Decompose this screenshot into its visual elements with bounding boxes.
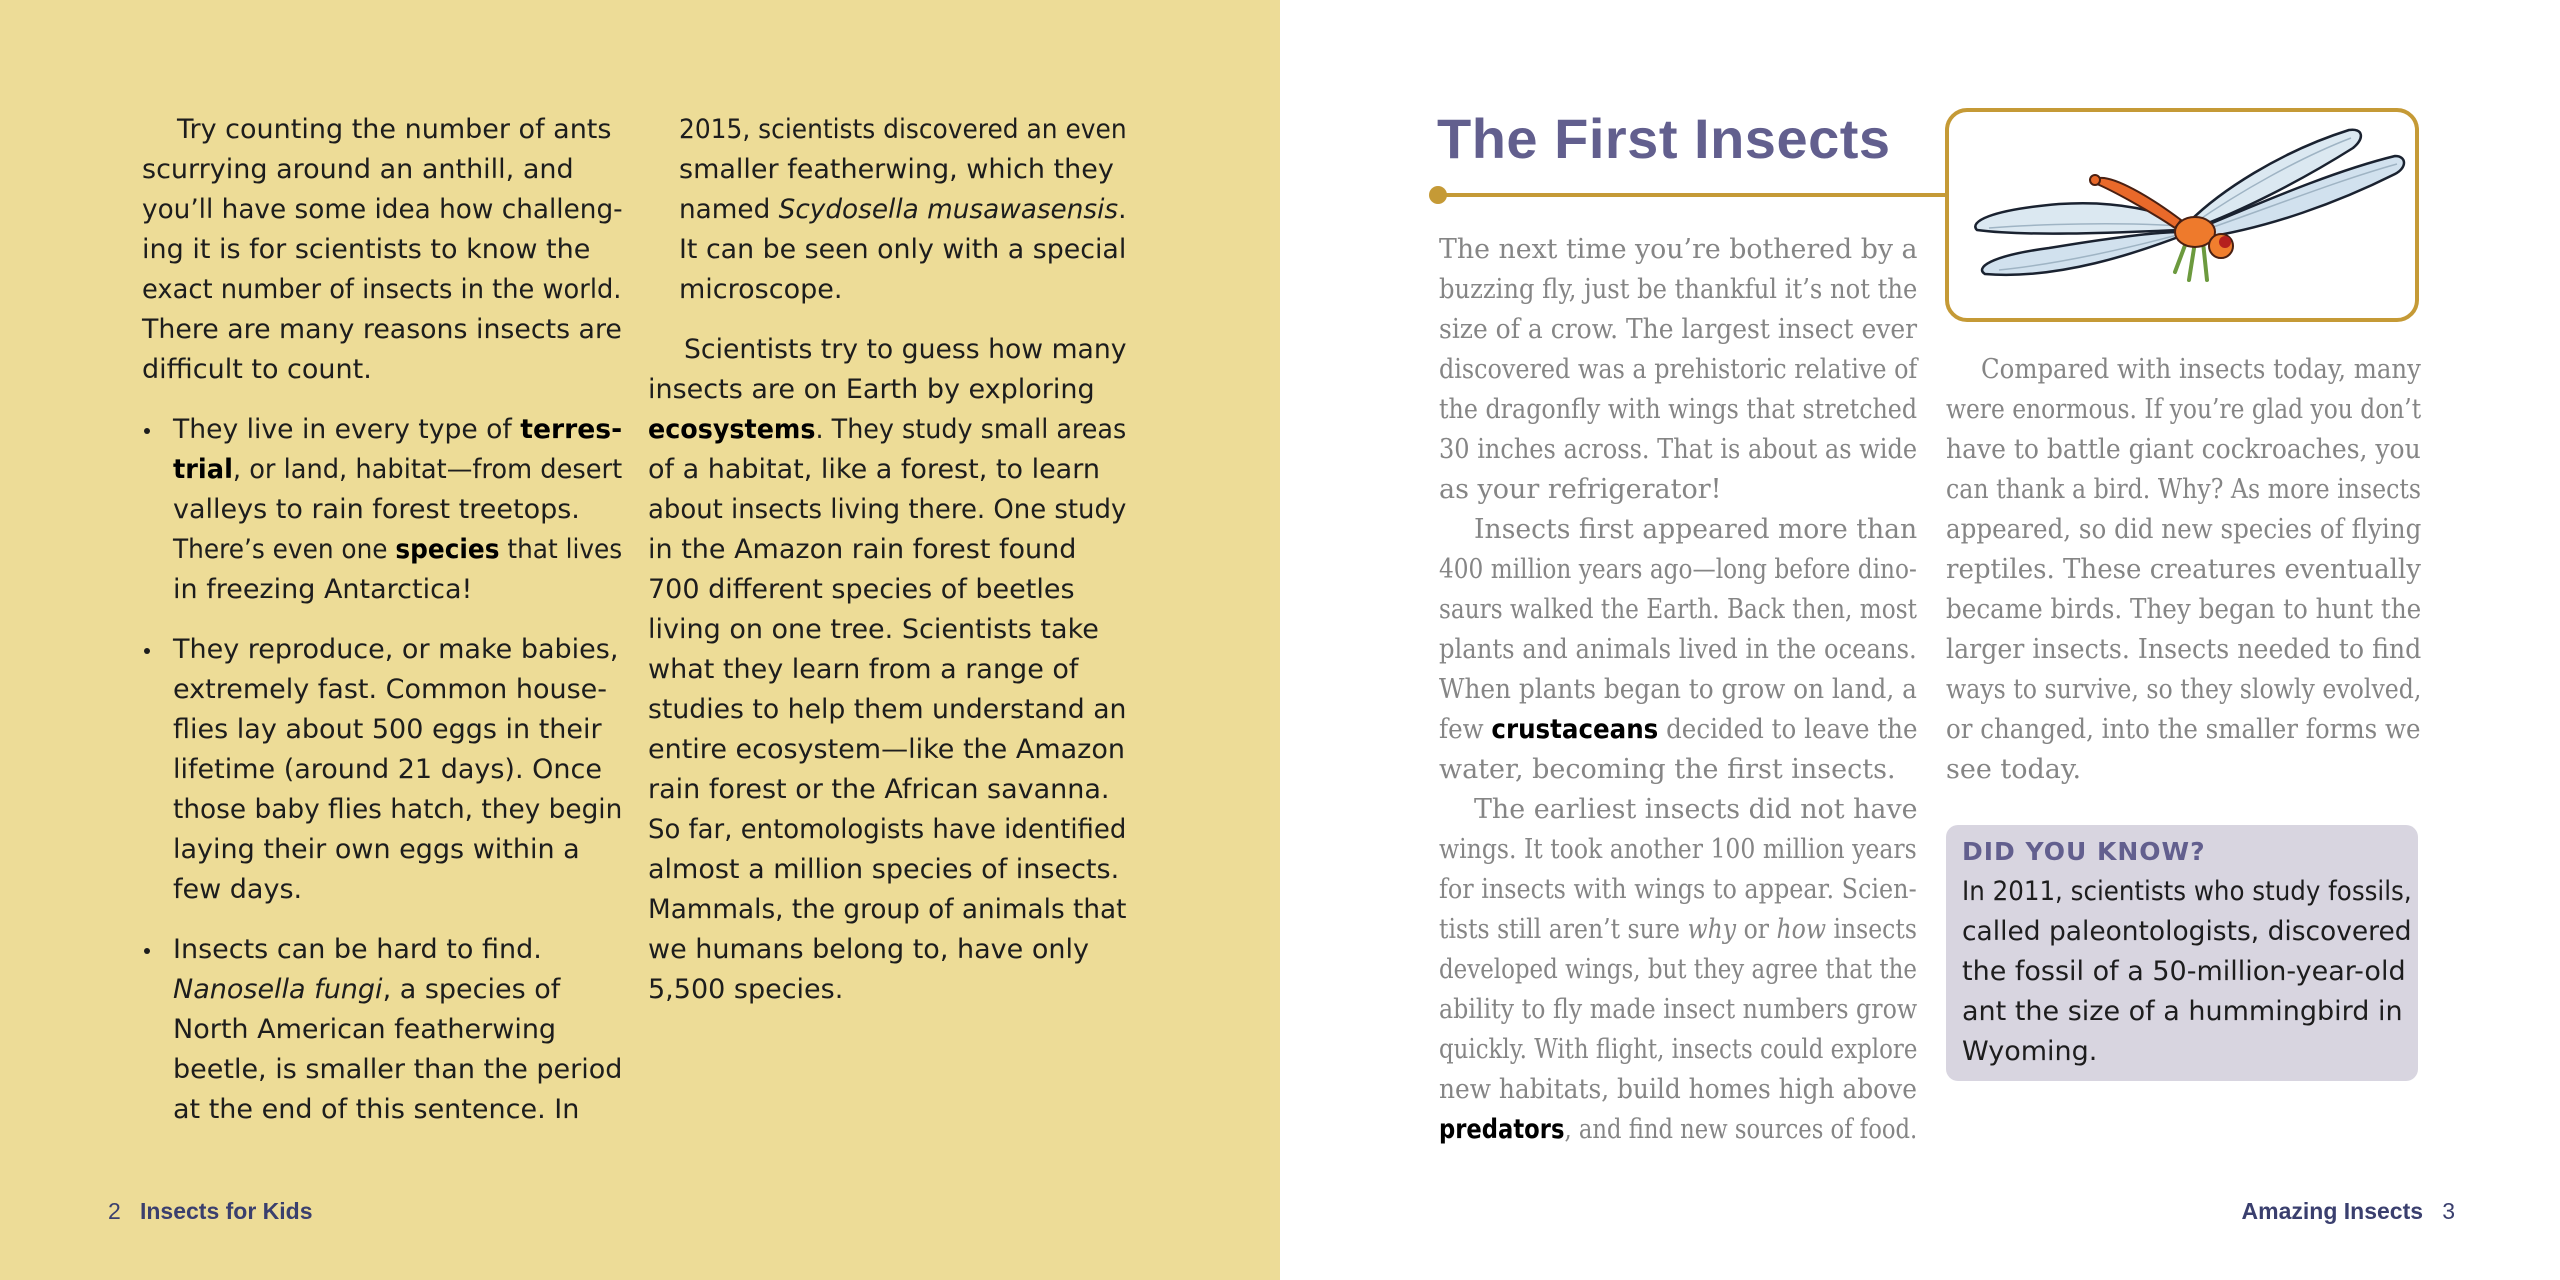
body-line: discovered was a prehistoric relative of — [1439, 354, 1918, 385]
body-line: developed wings, but they agree that the — [1439, 954, 1917, 985]
callout-line: ant the size of a hummingbird in — [1962, 996, 2403, 1027]
body-line: in the Amazon rain forest found — [648, 534, 1077, 565]
bullet-3-line: beetle, is smaller than the period — [173, 1054, 623, 1085]
left-page-footer — [108, 1196, 313, 1226]
body-line: Scientists try to guess how many — [684, 334, 1127, 365]
body-line: tists still aren’t sure why or how insects — [1439, 914, 1917, 945]
page-title: The First Insects — [1437, 107, 1891, 170]
body-line: see today. — [1946, 754, 2082, 785]
intro-line: scurrying around an anthill, and — [142, 154, 574, 185]
body-line: as your refrigerator! — [1439, 474, 1722, 505]
bullet-dot — [144, 428, 150, 434]
bullet-3-line: at the end of this sentence. In — [173, 1094, 580, 1125]
body-line: rain forest or the African savanna. — [648, 774, 1110, 805]
body-line: It can be seen only with a special — [679, 234, 1127, 265]
bullet-2-line: those baby flies hatch, they begin — [173, 794, 623, 825]
bullet-2-line: They reproduce, or make babies, — [173, 634, 619, 665]
body-line: saurs walked the Earth. Back then, most — [1439, 594, 1917, 625]
bullet-1-line: trial, or land, habitat—from desert — [173, 454, 623, 485]
bullet-dot — [144, 948, 150, 954]
bullet-2-line: flies lay about 500 eggs in their — [173, 714, 602, 745]
glossary-term-ecosystems: ecosystems — [648, 414, 816, 445]
bullet-dot — [144, 648, 150, 654]
callout-line: the fossil of a 50-million-year-old — [1962, 956, 2406, 987]
bullet-2-line: laying their own eggs within a — [173, 834, 580, 865]
intro-line: Try counting the number of ants — [177, 114, 612, 145]
intro-line: exact number of insects in the world. — [142, 274, 622, 305]
body-line: Compared with insects today, many — [1981, 354, 2421, 385]
body-line: smaller featherwing, which they — [679, 154, 1114, 185]
body-line: have to battle giant cockroaches, you — [1946, 434, 2421, 465]
body-line: So far, entomologists have identified — [648, 814, 1127, 845]
body-line: predators, and find new sources of food. — [1439, 1114, 1918, 1145]
body-line: we humans belong to, have only — [648, 934, 1089, 965]
bullet-1-line: There’s even one species that lives — [173, 534, 623, 565]
body-line: named Scydosella musawasensis. — [679, 194, 1127, 225]
body-line: or changed, into the smaller forms we — [1946, 714, 2421, 745]
bullet-2-line: extremely fast. Common house- — [173, 674, 608, 705]
callout-line: called paleontologists, discovered — [1962, 916, 2412, 947]
body-line: 30 inches across. That is about as wide — [1439, 434, 1918, 465]
body-line: 2015, scientists discovered an even — [679, 114, 1127, 145]
page-number: 2 — [108, 1198, 121, 1224]
callout-line: Wyoming. — [1962, 1036, 2098, 1067]
body-line: larger insects. Insects needed to find — [1946, 634, 2422, 665]
bullet-1-line: in freezing Antarctica! — [173, 574, 473, 605]
title-rule — [1437, 193, 1945, 197]
body-line: the dragonfly with wings that stretched — [1439, 394, 1918, 425]
bullet-3-line: Insects can be hard to find. — [173, 934, 542, 965]
body-line: ability to fly made insect numbers grow — [1439, 994, 1918, 1025]
intro-line: you’ll have some idea how challeng- — [142, 194, 623, 225]
body-line: insects are on Earth by exploring — [648, 374, 1095, 405]
species-name: Nanosella fungi — [173, 974, 383, 1005]
body-line: reptiles. These creatures eventually — [1946, 554, 2421, 585]
intro-line: difficult to count. — [142, 354, 372, 385]
body-line: appeared, so did new species of flying — [1946, 514, 2422, 545]
body-line: what they learn from a range of — [648, 654, 1079, 685]
body-line: wings. It took another 100 million years — [1439, 834, 1917, 865]
body-line: new habitats, build homes high above — [1439, 1074, 1917, 1105]
body-line: 400 million years ago—long before dino- — [1439, 554, 1917, 585]
body-line: water, becoming the first insects. — [1439, 754, 1896, 785]
dragonfly-icon — [1949, 112, 2415, 318]
bullet-2-line: lifetime (around 21 days). Once — [173, 754, 602, 785]
body-line: almost a million species of insects. — [648, 854, 1120, 885]
body-line: microscope. — [679, 274, 843, 305]
body-line: of a habitat, like a forest, to learn — [648, 454, 1100, 485]
bullet-3-line: Nanosella fungi, a species of — [173, 974, 561, 1005]
glossary-term-species: species — [395, 534, 500, 565]
body-line: about insects living there. One study — [648, 494, 1127, 525]
body-line: few crustaceans decided to leave the — [1439, 714, 1918, 745]
body-line: for insects with wings to appear. Scien- — [1439, 874, 1917, 905]
bullet-3-line: North American featherwing — [173, 1014, 557, 1045]
body-line: plants and animals lived in the oceans. — [1439, 634, 1917, 665]
glossary-term-predators: predators — [1439, 1114, 1565, 1145]
body-line: 5,500 species. — [648, 974, 844, 1005]
species-name: Scydosella musawasensis — [778, 194, 1119, 225]
body-line: Insects first appeared more than — [1474, 514, 1918, 545]
did-you-know-heading: DID YOU KNOW? — [1962, 837, 2206, 866]
bullet-1-line: They live in every type of terres- — [173, 414, 623, 445]
body-line: quickly. With flight, insects could explore — [1439, 1034, 1918, 1065]
body-line: entire ecosystem—like the Amazon — [648, 734, 1125, 765]
body-line: ways to survive, so they slowly evolved, — [1946, 674, 2422, 705]
body-line: became birds. They began to hunt the — [1946, 594, 2422, 625]
right-page-footer — [2242, 1196, 2455, 1226]
body-line: living on one tree. Scientists take — [648, 614, 1099, 645]
running-title: Amazing Insects — [2241, 1198, 2424, 1224]
intro-line: ing it is for scientists to know the — [142, 234, 591, 265]
body-line: ecosystems. They study small areas — [648, 414, 1127, 445]
body-line: The earliest insects did not have — [1474, 794, 1918, 825]
body-line: buzzing fly, just be thankful it’s not the — [1439, 274, 1918, 305]
body-line: 700 different species of beetles — [648, 574, 1075, 605]
glossary-term-terrestrial: trial — [173, 454, 233, 485]
body-line: can thank a bird. Why? As more insects — [1946, 474, 2421, 505]
image-frame — [1945, 108, 2419, 322]
body-line: size of a crow. The largest insect ever — [1439, 314, 1918, 345]
glossary-term-terrestrial: terres- — [520, 414, 623, 445]
callout-line: In 2011, scientists who study fossils, — [1962, 876, 2412, 907]
bullet-1-line: valleys to rain forest treetops. — [173, 494, 580, 525]
glossary-term-crustaceans: crustaceans — [1491, 714, 1659, 745]
bullet-2-line: few days. — [173, 874, 303, 905]
body-line: Mammals, the group of animals that — [648, 894, 1127, 925]
body-line: were enormous. If you’re glad you don’t — [1946, 394, 2422, 425]
running-title: Insects for Kids — [139, 1198, 313, 1224]
body-line: The next time you’re bothered by a — [1439, 234, 1918, 265]
intro-line: There are many reasons insects are — [142, 314, 622, 345]
body-line: When plants began to grow on land, a — [1439, 674, 1917, 705]
page-number: 3 — [2442, 1198, 2455, 1224]
body-line: studies to help them understand an — [648, 694, 1127, 725]
